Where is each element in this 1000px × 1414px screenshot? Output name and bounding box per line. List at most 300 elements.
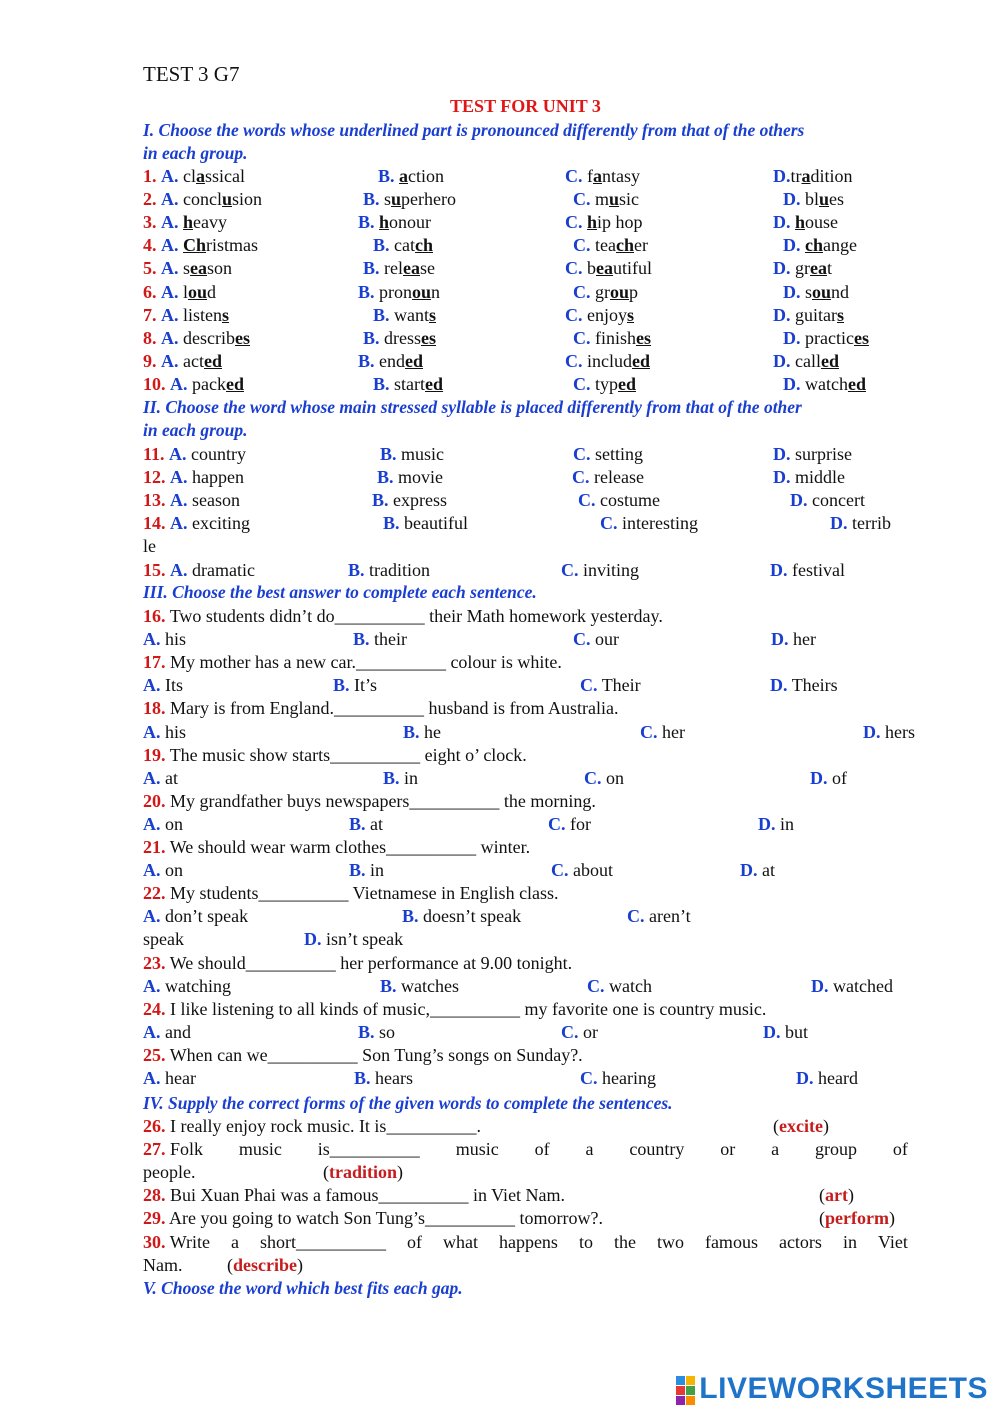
option-letter: A.	[143, 767, 161, 788]
option-d[interactable]	[863, 721, 915, 744]
option-c[interactable]	[600, 512, 698, 535]
option-b[interactable]	[402, 905, 521, 928]
option-c[interactable]	[587, 975, 652, 998]
option-letter: A.	[143, 906, 161, 927]
option-a[interactable]	[143, 211, 227, 234]
question-14	[143, 512, 908, 535]
option-d[interactable]	[830, 512, 891, 535]
question-12	[143, 466, 908, 489]
word-part: bl	[805, 189, 820, 210]
option-c[interactable]	[578, 489, 660, 512]
option-text: tradition	[369, 559, 431, 580]
option-text: on	[606, 767, 624, 788]
option-text: watches	[401, 975, 459, 996]
option-letter: C.	[587, 975, 605, 996]
option-c[interactable]	[565, 211, 643, 234]
underlined-part: s	[837, 304, 845, 325]
option-letter: C.	[584, 767, 602, 788]
option-letter: B.	[402, 906, 419, 927]
word: happens	[498, 1232, 558, 1252]
word-part: start	[394, 373, 426, 394]
options-row	[143, 975, 908, 998]
option-b[interactable]	[373, 304, 436, 327]
option-letter: D.	[740, 860, 758, 881]
option-letter: B.	[403, 721, 420, 742]
question-13	[143, 489, 908, 512]
question-number: 30.	[143, 1232, 166, 1252]
option-d[interactable]	[811, 975, 893, 998]
question-30-cont: Nam. (describe)	[143, 1255, 303, 1275]
option-a[interactable]	[143, 165, 245, 188]
option-c[interactable]	[573, 327, 651, 350]
question-26	[143, 1115, 908, 1138]
option-d[interactable]	[783, 281, 849, 304]
option-b[interactable]	[354, 1067, 413, 1090]
option-c[interactable]	[573, 443, 643, 466]
option-c[interactable]	[548, 813, 591, 836]
option-c[interactable]	[572, 466, 644, 489]
option-text: watching	[165, 975, 231, 996]
option-text: beautiful	[404, 513, 468, 534]
option-d[interactable]	[773, 350, 839, 373]
option-text: isn’t speak	[326, 929, 404, 950]
option-letter: A.	[143, 975, 161, 996]
option-letter: C.	[573, 629, 591, 650]
option-a[interactable]	[143, 281, 216, 304]
option-letter: A.	[143, 860, 161, 881]
word-part: s	[805, 281, 813, 302]
option-d[interactable]	[763, 1021, 808, 1044]
option-a[interactable]	[143, 905, 248, 928]
option-a[interactable]	[143, 188, 262, 211]
option-c[interactable]	[573, 188, 639, 211]
option-c[interactable]	[573, 281, 638, 304]
word: a	[771, 1139, 780, 1159]
option-b[interactable]	[377, 466, 443, 489]
option-letter: B.	[358, 1021, 375, 1042]
option-letter: B.	[358, 212, 380, 233]
option-d[interactable]	[783, 327, 869, 350]
option-a[interactable]	[143, 373, 244, 396]
question-30	[143, 1231, 908, 1254]
underlined-part: ed	[405, 350, 424, 371]
section-1-heading: I. Choose the words whose underlined part is pronounced differently from that of the others	[143, 120, 805, 140]
option-a[interactable]	[143, 234, 258, 257]
option-a[interactable]	[143, 327, 250, 350]
option-letter: B.	[363, 327, 385, 348]
option-text: costume	[600, 490, 660, 511]
option-c[interactable]	[565, 350, 650, 373]
option-text: happen	[192, 467, 244, 488]
option-c[interactable]	[573, 373, 636, 396]
word-part: p	[629, 281, 639, 302]
option-text: his	[165, 721, 187, 742]
word-part: ip hop	[597, 212, 643, 233]
option-c[interactable]	[573, 628, 619, 651]
option-a[interactable]	[143, 674, 183, 697]
option-d[interactable]	[796, 1067, 858, 1090]
option-b[interactable]	[403, 721, 441, 744]
option-d[interactable]	[773, 257, 832, 280]
option-a[interactable]	[143, 257, 232, 280]
option-text: dramatic	[192, 559, 255, 580]
option-a[interactable]	[143, 1067, 196, 1090]
option-letter: B.	[333, 675, 350, 696]
option-b[interactable]	[380, 443, 444, 466]
underlined-part: ea	[190, 258, 208, 279]
word: of	[534, 1139, 550, 1159]
section-3-heading: III. Choose the best answer to complete each sentence.	[143, 582, 537, 602]
option-letter: C.	[565, 304, 587, 325]
option-d[interactable]	[740, 859, 775, 882]
option-b[interactable]	[353, 628, 407, 651]
option-b[interactable]	[358, 281, 440, 304]
option-a[interactable]	[143, 813, 183, 836]
option-d[interactable]	[758, 813, 794, 836]
option-b[interactable]	[363, 257, 435, 280]
question-27	[143, 1138, 908, 1161]
word-part: typ	[595, 373, 619, 394]
option-c[interactable]	[561, 559, 639, 582]
option-letter: D.	[783, 281, 805, 302]
options-row-cont	[143, 928, 404, 951]
option-text: about	[573, 860, 613, 881]
word-part: ntasy	[602, 166, 640, 186]
question-number: 4.	[143, 235, 157, 256]
option-letter: C.	[551, 860, 569, 881]
unit-title: TEST FOR UNIT 3	[450, 96, 601, 116]
question-number: 9.	[143, 350, 157, 371]
word-part: t	[827, 258, 833, 279]
word-part: pack	[192, 373, 226, 394]
question-number: 8.	[143, 327, 157, 348]
option-letter: C.	[573, 189, 595, 210]
options-row	[143, 859, 908, 882]
option-b[interactable]	[373, 234, 433, 257]
word: Write	[169, 1232, 210, 1252]
option-letter: D.	[796, 1068, 814, 1088]
option-b[interactable]	[373, 373, 443, 396]
option-text: hearing	[602, 1068, 656, 1088]
word: or	[720, 1139, 736, 1159]
option-a[interactable]	[143, 466, 244, 489]
option-text: their	[374, 629, 408, 650]
option-letter: D.	[790, 490, 808, 511]
option-a[interactable]	[143, 859, 183, 882]
option-a[interactable]	[143, 489, 240, 512]
option-letter: B.	[383, 513, 400, 534]
option-c[interactable]	[580, 1067, 656, 1090]
option-d[interactable]	[790, 489, 865, 512]
option-letter: D.	[770, 675, 788, 696]
underlined-part: es	[234, 327, 250, 348]
underlined-part: ou	[188, 281, 208, 302]
underlined-part: a	[593, 166, 602, 186]
word: short__________	[259, 1232, 386, 1252]
option-b[interactable]	[358, 350, 423, 373]
option-letter: C.	[573, 281, 595, 302]
underlined-part: ou	[812, 281, 832, 302]
word-part: son	[207, 258, 233, 279]
section-2-heading-cont: in each group.	[143, 420, 248, 440]
question-number: 7.	[143, 304, 157, 325]
option-b[interactable]	[349, 813, 383, 836]
option-d[interactable]	[773, 165, 853, 188]
option-b[interactable]	[383, 512, 468, 535]
option-letter: B.	[353, 629, 370, 650]
option-c[interactable]	[573, 234, 648, 257]
option-c[interactable]	[584, 767, 624, 790]
question-4	[143, 234, 908, 257]
option-letter: B.	[358, 281, 380, 302]
option-letter: A.	[170, 559, 188, 580]
option-c[interactable]	[580, 674, 641, 697]
word-part: end	[379, 350, 406, 371]
option-letter: A.	[170, 467, 188, 488]
section-5-heading: V. Choose the word which best fits each gap.	[143, 1278, 463, 1298]
option-d[interactable]	[304, 928, 403, 951]
option-letter: D.	[304, 929, 322, 950]
option-letter: B.	[377, 467, 394, 488]
word-part: ange	[823, 235, 857, 256]
word-part: pron	[379, 281, 413, 302]
option-d[interactable]	[783, 188, 844, 211]
word-part: describ	[183, 327, 235, 348]
word-part: l	[183, 281, 189, 302]
question-number: 17.	[143, 652, 166, 673]
question-27-cont: people. (tradition)	[143, 1162, 404, 1182]
option-c[interactable]	[561, 1021, 598, 1044]
word-part: utiful	[613, 258, 652, 279]
question-23	[143, 952, 572, 975]
underlined-part: u	[391, 189, 402, 210]
option-text: he	[424, 721, 442, 742]
option-b[interactable]	[363, 188, 456, 211]
section-2-heading: II. Choose the word whose main stressed syllable is placed differently from that of the other	[143, 397, 802, 417]
option-letter: A.	[143, 1021, 161, 1042]
options-row	[143, 905, 908, 928]
option-text: for	[570, 813, 591, 834]
option-text: in	[370, 860, 385, 881]
question-number: 6.	[143, 281, 157, 302]
option-d[interactable]	[770, 559, 845, 582]
word-part: s	[183, 258, 191, 279]
question-number: 13.	[143, 490, 166, 511]
option-text-cont: speak	[143, 929, 184, 950]
option-text: hers	[885, 721, 915, 742]
question-number: 16.	[143, 606, 166, 626]
option-d[interactable]	[771, 628, 816, 651]
option-letter: D.	[863, 721, 881, 742]
option-letter: D.	[773, 304, 795, 325]
option-text: heard	[818, 1068, 858, 1088]
word: famous	[704, 1232, 758, 1252]
underlined-part: Ch	[183, 235, 207, 256]
option-a[interactable]	[143, 512, 250, 535]
underlined-part: h	[795, 212, 806, 233]
option-b[interactable]	[363, 327, 436, 350]
option-letter: B.	[380, 975, 397, 996]
question-24	[143, 998, 766, 1021]
question-start	[143, 1231, 210, 1254]
word-part: perhero	[401, 189, 457, 210]
underlined-part: a	[196, 166, 205, 186]
option-a[interactable]	[143, 559, 255, 582]
option-c[interactable]	[565, 257, 652, 280]
word-part: s	[384, 189, 392, 210]
option-b[interactable]	[358, 1021, 395, 1044]
option-b[interactable]	[378, 165, 444, 188]
option-letter: A.	[161, 327, 183, 348]
question-11	[143, 443, 908, 466]
option-a[interactable]	[143, 975, 231, 998]
option-text: setting	[595, 444, 643, 464]
word-part: sic	[619, 189, 640, 210]
question-9	[143, 350, 908, 373]
option-c[interactable]	[627, 905, 691, 928]
option-letter: C.	[580, 1068, 598, 1088]
question-6	[143, 281, 908, 304]
option-text: and	[165, 1021, 191, 1042]
option-d[interactable]	[770, 674, 838, 697]
option-a[interactable]	[143, 350, 222, 373]
underlined-part: a	[801, 166, 811, 186]
word-part: cl	[183, 166, 196, 186]
option-text: her	[662, 721, 685, 742]
option-letter: C.	[573, 327, 595, 348]
word-part: d	[207, 281, 217, 302]
word-part: dress	[384, 327, 422, 348]
word: what	[442, 1232, 478, 1252]
word-part: ssical	[205, 166, 245, 186]
option-letter: B.	[372, 490, 389, 511]
question-number: 2.	[143, 189, 157, 210]
option-letter: D.	[783, 235, 805, 256]
liveworksheets-icon	[676, 1374, 696, 1404]
option-letter: B.	[349, 813, 366, 834]
question-text: I like listening to all kinds of music,__________ my favorite one is country music.	[170, 998, 767, 1019]
option-letter: B.	[378, 166, 400, 186]
option-letter: D.	[783, 327, 805, 348]
question-15	[143, 559, 908, 582]
word-part: nd	[831, 281, 850, 302]
option-letter: D.	[773, 166, 791, 186]
option-letter: B.	[348, 559, 365, 580]
word-part: watch	[805, 373, 848, 394]
word-part: n	[431, 281, 441, 302]
option-letter: A.	[161, 235, 183, 256]
option-d[interactable]	[773, 304, 844, 327]
word-part: cat	[394, 235, 415, 256]
underlined-part: a	[399, 166, 409, 186]
option-d[interactable]	[810, 767, 847, 790]
option-text: music	[401, 444, 445, 464]
word-part: gr	[595, 281, 610, 302]
option-c[interactable]	[640, 721, 685, 744]
option-b[interactable]	[358, 211, 431, 234]
option-d[interactable]	[783, 234, 857, 257]
option-b[interactable]	[380, 975, 459, 998]
option-text: exciting	[192, 513, 250, 534]
underlined-part: ou	[412, 281, 432, 302]
question-text: We should__________ her performance at 9.00 tonight.	[169, 952, 573, 973]
option-text: on	[165, 860, 183, 881]
option-letter: D.	[773, 350, 795, 371]
option-letter: D.	[783, 189, 805, 210]
option-b[interactable]	[372, 489, 447, 512]
option-letter: A.	[161, 212, 183, 233]
option-letter: A.	[143, 675, 161, 696]
option-letter: C.	[565, 166, 587, 186]
option-a[interactable]	[143, 443, 246, 466]
option-b[interactable]	[348, 559, 430, 582]
option-text: in	[780, 813, 795, 834]
option-b[interactable]	[333, 674, 377, 697]
option-a[interactable]	[143, 767, 178, 790]
question-text: My mother has a new car.__________ colour is white.	[170, 652, 562, 673]
option-a[interactable]	[143, 1021, 191, 1044]
option-letter: B.	[363, 189, 385, 210]
word-part: want	[394, 304, 430, 325]
option-d[interactable]	[773, 443, 852, 466]
word-part: practic	[805, 327, 854, 348]
option-letter: A.	[170, 490, 188, 511]
option-letter: B.	[358, 350, 380, 371]
option-b[interactable]	[383, 767, 418, 790]
option-text: season	[192, 490, 240, 511]
option-a[interactable]	[143, 304, 229, 327]
option-text: movie	[398, 467, 444, 488]
option-c[interactable]	[565, 165, 640, 188]
word-part: eavy	[193, 212, 227, 233]
option-c[interactable]	[565, 304, 634, 327]
option-letter: D.	[773, 467, 791, 488]
option-letter: A.	[143, 629, 161, 650]
word-part: includ	[587, 350, 632, 371]
option-d[interactable]	[773, 466, 845, 489]
liveworksheets-logo	[676, 1372, 988, 1406]
option-a[interactable]	[143, 628, 186, 651]
question-number: 11.	[143, 444, 165, 464]
option-a[interactable]	[143, 721, 186, 744]
word: a	[585, 1139, 594, 1159]
option-text: doesn’t speak	[423, 906, 522, 927]
option-text: inviting	[583, 559, 640, 580]
question-5	[143, 257, 908, 280]
option-text: watch	[609, 975, 652, 996]
option-d[interactable]	[773, 211, 838, 234]
option-text: interesting	[622, 513, 698, 534]
option-letter: D.	[811, 975, 829, 996]
option-letter: D.	[810, 767, 828, 788]
question-number: 12.	[143, 467, 166, 488]
option-letter: A.	[161, 258, 183, 279]
option-c[interactable]	[551, 859, 613, 882]
option-d[interactable]	[783, 373, 866, 396]
word-part: guitar	[795, 304, 837, 325]
question-8	[143, 327, 908, 350]
question-16	[143, 605, 663, 628]
option-text: concert	[812, 490, 865, 511]
word-part: se	[420, 258, 435, 279]
question-3	[143, 211, 908, 234]
word-part: tea	[595, 235, 616, 256]
word: of	[406, 1232, 422, 1252]
option-text: don’t speak	[165, 906, 249, 927]
option-b[interactable]	[349, 859, 384, 882]
underlined-part: h	[379, 212, 390, 233]
word-part: rel	[384, 258, 403, 279]
